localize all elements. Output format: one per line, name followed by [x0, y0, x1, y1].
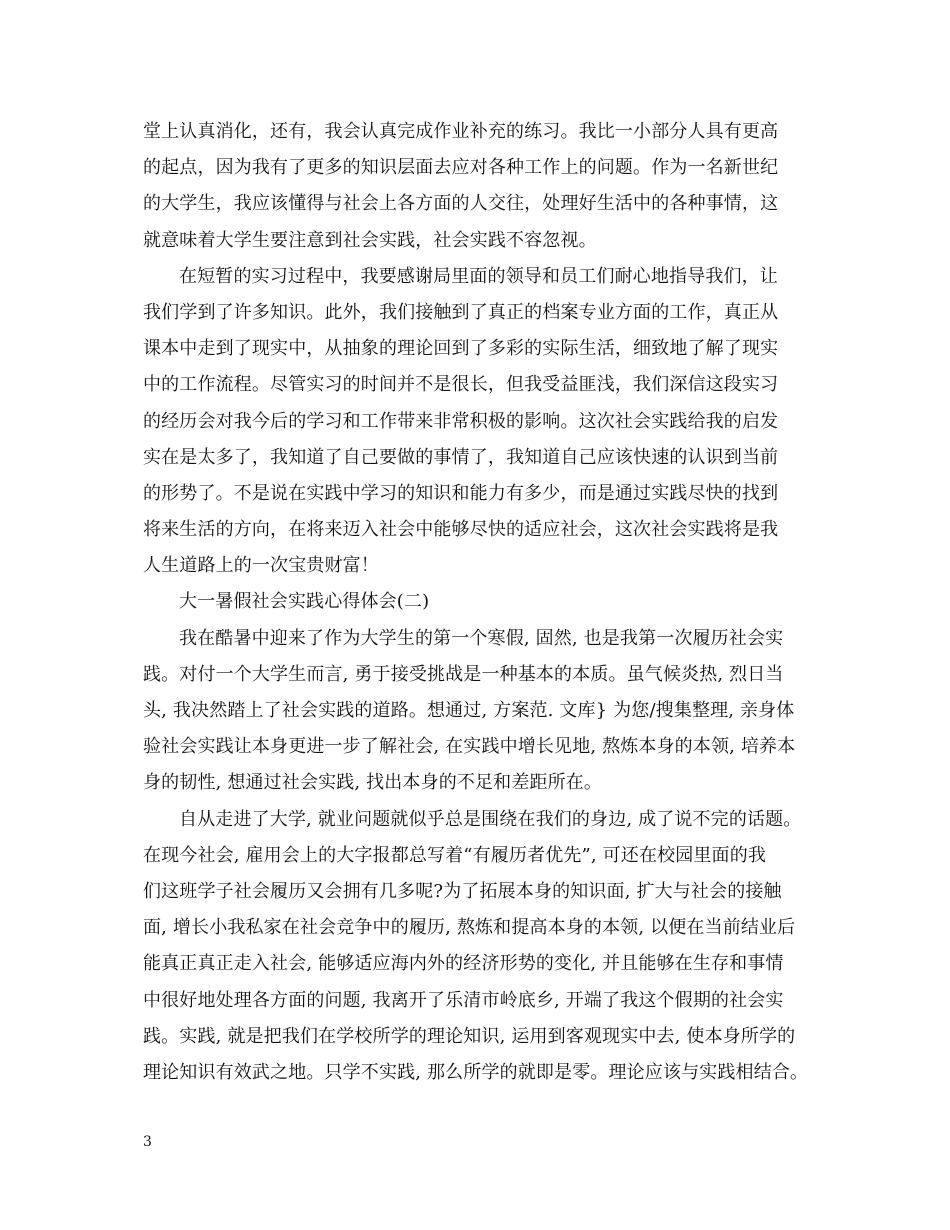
- text-line: 自从走进了大学, 就业问题就似乎总是围绕在我们的身边, 成了说不完的话题。: [179, 808, 802, 830]
- text-line: 的起点，因为我有了更多的知识层面去应对各种工作上的问题。作为一名新世纪: [143, 157, 779, 179]
- text-line: 理论知识有效武之地。只学不实践, 那么所学的就即是零。理论应该与实践相结合。: [143, 1061, 809, 1083]
- text-line: 在现今社会, 雇用会上的大字报都总写着“有履历者优先”, 可还在校园里面的我: [143, 844, 766, 866]
- document-body: [143, 114, 823, 1091]
- text-line: 的经历会对我今后的学习和工作带来非常积极的影响。这次社会实践给我的启发: [143, 410, 779, 432]
- text-line: 的大学生，我应该懂得与社会上各方面的人交往，处理好生活中的各种事情，这: [143, 193, 779, 215]
- text-line: 的形势了。不是说在实践中学习的知识和能力有多少，而是通过实践尽快的找到: [143, 482, 779, 504]
- text-line: 课本中走到了现实中，从抽象的理论回到了多彩的实际生活，细致地了解了现实: [143, 338, 779, 360]
- text-line: 在短暂的实习过程中，我要感谢局里面的领导和员工们耐心地指导我们，让: [179, 265, 778, 287]
- text-line: 将来生活的方向，在将来迈入社会中能够尽快的适应社会，这次社会实践将是我: [143, 519, 779, 541]
- text-line: 就意味着大学生要注意到社会实践，社会实践不容忽视。: [143, 229, 597, 251]
- text-line: 面, 增长小我私家在社会竞争中的履历, 熬炼和提高本身的本领, 以便在当前结业后: [143, 917, 796, 939]
- text-line: 身的韧性, 想通过社会实践, 找出本身的不足和差距所在。: [143, 772, 603, 794]
- text-line: 们这班学子社会履历又会拥有几多呢?为了拓展本身的知识面, 扩大与社会的接触: [143, 880, 782, 902]
- text-line: 践。对付一个大学生而言, 勇于接受挑战是一种基本的本质。虽气候炎热, 烈日当: [143, 663, 784, 685]
- text-line: 能真正真正走入社会, 能够适应海内外的经济形势的变化, 并且能够在生存和事情: [143, 953, 784, 975]
- page-number: 3: [143, 1134, 152, 1150]
- text-line: 实在是太多了，我知道了自己要做的事情了，我知道自己应该快速的认识到当前: [143, 446, 779, 468]
- text-line: 头, 我决然踏上了社会实践的道路。想通过, 方案范. 文库} 为您/搜集整理, 亲身体: [143, 700, 795, 721]
- text-line: 中很好地处理各方面的问题, 我离开了乐清市岭底乡, 开端了我这个假期的社会实: [143, 989, 784, 1011]
- text-line: 践。实践, 就是把我们在学校所学的理论知识, 运用到客观现实中去, 使本身所学的: [143, 1025, 796, 1047]
- text-line: 中的工作流程。尽管实习的时间并不是很长，但我受益匪浅，我们深信这段实习: [143, 374, 779, 396]
- text-line: 验社会实践让本身更进一步了解社会, 在实践中增长见地, 熬炼本身的本领, 培养本: [143, 736, 796, 758]
- text-line: 我在酷暑中迎来了作为大学生的第一个寒假, 固然, 也是我第一次履历社会实: [179, 627, 784, 649]
- text-line: 堂上认真消化，还有，我会认真完成作业补充的练习。我比一小部分人具有更高: [143, 121, 779, 142]
- text-line: 人生道路上的一次宝贵财富！: [143, 555, 379, 577]
- text-line: 我们学到了许多知识。此外，我们接触到了真正的档案专业方面的工作，真正从: [143, 301, 779, 323]
- section-title: 大一暑假社会实践心得体会(二): [179, 591, 430, 613]
